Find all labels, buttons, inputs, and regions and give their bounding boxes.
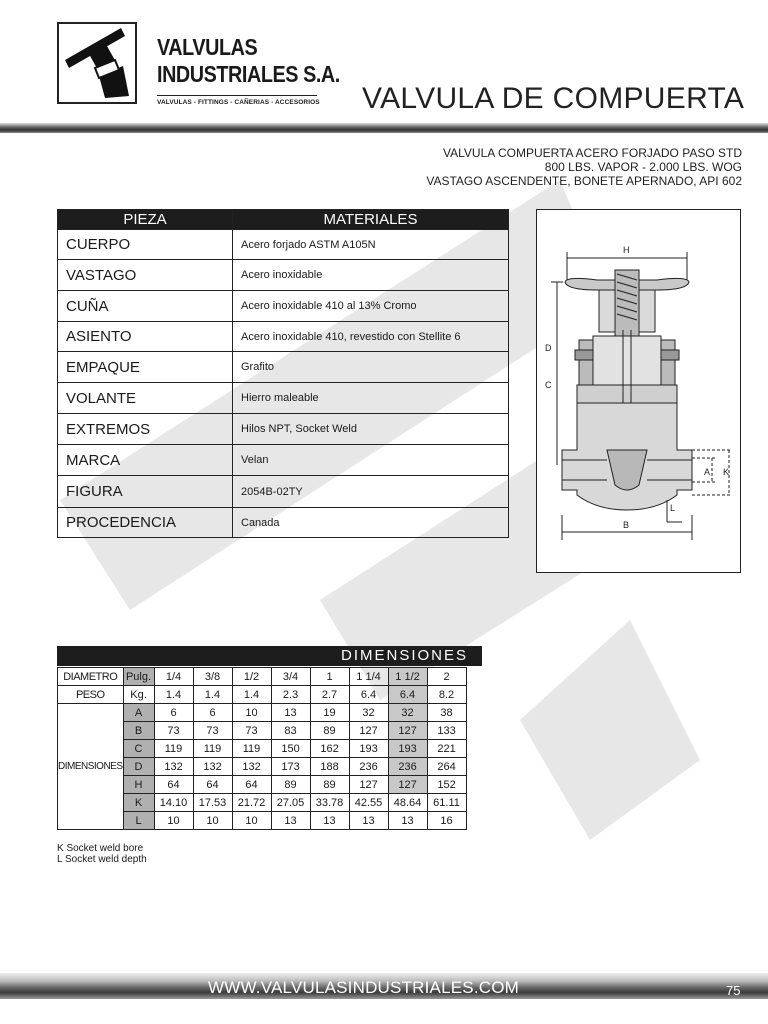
dimension-cell: 64	[232, 776, 271, 794]
dimension-row	[58, 704, 467, 722]
dimension-cell: 13	[310, 812, 349, 830]
dimension-cell: 152	[427, 776, 466, 794]
dimension-cell: 73	[193, 722, 232, 740]
dimension-cell: 33.78	[310, 794, 349, 812]
notes	[57, 843, 147, 865]
dimension-key: C	[123, 740, 154, 758]
header-bar	[0, 123, 768, 133]
note-line: L Socket weld depth	[57, 854, 147, 865]
diametro-unit: Pulg.	[123, 668, 154, 686]
dim-label-k: K	[723, 467, 730, 477]
piece-name: CUÑA	[58, 291, 233, 322]
dimension-cell: 188	[310, 758, 349, 776]
dimensions-label: DIMENSIONES	[58, 704, 124, 830]
dimension-cell: 10	[232, 704, 271, 722]
weight-cell: 2.3	[271, 686, 310, 704]
dimension-cell: 127	[349, 722, 388, 740]
material-value: Velan	[233, 445, 509, 476]
dimension-cell: 10	[154, 812, 193, 830]
weight-cell: 1.4	[154, 686, 193, 704]
material-row	[58, 508, 509, 538]
dimension-key: K	[123, 794, 154, 812]
weight-cell: 6.4	[388, 686, 427, 704]
weight-cell: 2.7	[310, 686, 349, 704]
dimension-cell: 173	[271, 758, 310, 776]
dimension-cell: 13	[271, 704, 310, 722]
dim-label-b: B	[623, 520, 630, 530]
header-materiales: MATERIALES	[233, 210, 509, 230]
piece-name: EMPAQUE	[58, 352, 233, 383]
dimension-cell: 73	[232, 722, 271, 740]
dimension-cell: 119	[232, 740, 271, 758]
dimension-cell: 13	[349, 812, 388, 830]
dimension-key: H	[123, 776, 154, 794]
dim-label-h: H	[623, 245, 630, 255]
size-cell: 2	[427, 668, 466, 686]
material-row	[58, 414, 509, 445]
size-cell: 1 1/2	[388, 668, 427, 686]
material-row	[58, 445, 509, 476]
page-title: VALVULA DE COMPUERTA	[362, 82, 745, 115]
dimension-cell: 73	[154, 722, 193, 740]
materials-table	[57, 209, 509, 538]
peso-row	[58, 686, 467, 704]
dimension-cell: 193	[349, 740, 388, 758]
website-link[interactable]: WWW.VALVULASINDUSTRIALES.COM	[208, 978, 520, 997]
company-logo	[57, 22, 137, 104]
brand-tagline: VALVULAS - FITTINGS - CAÑERIAS - ACCESORIOS	[157, 99, 320, 106]
dimension-cell: 64	[193, 776, 232, 794]
dimension-cell: 133	[427, 722, 466, 740]
dimension-cell: 127	[388, 776, 427, 794]
material-value: Grafito	[233, 352, 509, 383]
size-cell: 1/2	[232, 668, 271, 686]
size-cell: 3/4	[271, 668, 310, 686]
dimension-cell: 89	[310, 776, 349, 794]
dimension-cell: 13	[388, 812, 427, 830]
peso-label: PESO	[58, 686, 124, 704]
material-row	[58, 260, 509, 291]
dimensions-header	[57, 646, 482, 666]
dimension-cell: 6	[154, 704, 193, 722]
piece-name: VOLANTE	[58, 383, 233, 414]
dimension-cell: 127	[349, 776, 388, 794]
weight-cell: 8.2	[427, 686, 466, 704]
piece-name: CUERPO	[58, 230, 233, 260]
dimension-key: D	[123, 758, 154, 776]
material-value: Hilos NPT, Socket Weld	[233, 414, 509, 445]
dimension-cell: 61.11	[427, 794, 466, 812]
piece-name: EXTREMOS	[58, 414, 233, 445]
material-value: Acero forjado ASTM A105N	[233, 230, 509, 260]
piece-name: FIGURA	[58, 476, 233, 508]
dimension-cell: 83	[271, 722, 310, 740]
material-row	[58, 383, 509, 414]
dimension-cell: 32	[388, 704, 427, 722]
material-row	[58, 230, 509, 260]
dim-label-d: D	[545, 343, 552, 353]
dim-label-c: C	[545, 380, 552, 390]
dim-label-l: L	[670, 503, 676, 513]
dimension-cell: 14.10	[154, 794, 193, 812]
dimension-cell: 132	[154, 758, 193, 776]
dimension-cell: 132	[232, 758, 271, 776]
dimension-cell: 119	[154, 740, 193, 758]
dimension-key: B	[123, 722, 154, 740]
piece-name: MARCA	[58, 445, 233, 476]
dimension-cell: 127	[388, 722, 427, 740]
dimension-cell: 236	[388, 758, 427, 776]
valve-drawing	[536, 209, 741, 573]
subtitle-line: 800 LBS. VAPOR - 2.000 LBS. WOG	[544, 160, 742, 174]
material-row	[58, 322, 509, 352]
dimension-cell: 21.72	[232, 794, 271, 812]
dimensions-title: DIMENSIONES	[340, 647, 468, 664]
size-cell: 1	[310, 668, 349, 686]
material-row	[58, 291, 509, 322]
dimension-cell: 119	[193, 740, 232, 758]
material-value: Hierro maleable	[233, 383, 509, 414]
material-value: Acero inoxidable 410 al 13% Cromo	[233, 291, 509, 322]
dimension-cell: 89	[310, 722, 349, 740]
diametro-row	[58, 668, 467, 686]
dimension-cell: 10	[232, 812, 271, 830]
dimension-cell: 162	[310, 740, 349, 758]
brand-name-line2: INDUSTRIALES S.A.	[157, 61, 340, 87]
dimensions-table	[57, 667, 467, 830]
dimension-cell: 236	[349, 758, 388, 776]
page-number: 75	[726, 983, 741, 998]
note-line: K Socket weld bore	[57, 843, 144, 854]
dimension-cell: 38	[427, 704, 466, 722]
material-value: Acero inoxidable 410, revestido con Stellite 6	[233, 322, 509, 352]
dimension-cell: 264	[427, 758, 466, 776]
product-subtitle	[426, 146, 742, 188]
dimension-cell: 27.05	[271, 794, 310, 812]
size-cell: 3/8	[193, 668, 232, 686]
header-pieza: PIEZA	[58, 210, 233, 230]
subtitle-line: VALVULA COMPUERTA ACERO FORJADO PASO STD	[443, 146, 742, 160]
weight-cell: 1.4	[232, 686, 271, 704]
brand-name-line1: VALVULAS	[157, 34, 258, 60]
weight-cell: 1.4	[193, 686, 232, 704]
piece-name: ASIENTO	[58, 322, 233, 352]
dimension-cell: 10	[193, 812, 232, 830]
peso-unit: Kg.	[123, 686, 154, 704]
material-row	[58, 476, 509, 508]
dimension-cell: 6	[193, 704, 232, 722]
dimension-cell: 132	[193, 758, 232, 776]
brand-divider	[157, 95, 317, 96]
piece-name: PROCEDENCIA	[58, 508, 233, 538]
diametro-label: DIAMETRO	[58, 668, 124, 686]
dimension-cell: 48.64	[388, 794, 427, 812]
weight-cell: 6.4	[349, 686, 388, 704]
material-value: 2054B-02TY	[233, 476, 509, 508]
dim-label-a: A	[704, 467, 711, 477]
dimension-cell: 19	[310, 704, 349, 722]
dimension-key: L	[123, 812, 154, 830]
size-cell: 1/4	[154, 668, 193, 686]
dimension-key: A	[123, 704, 154, 722]
dimension-cell: 221	[427, 740, 466, 758]
dimension-cell: 64	[154, 776, 193, 794]
piece-name: VASTAGO	[58, 260, 233, 291]
dimension-cell: 89	[271, 776, 310, 794]
subtitle-line: VASTAGO ASCENDENTE, BONETE APERNADO, API 602	[426, 174, 742, 188]
dimension-cell: 150	[271, 740, 310, 758]
dimension-cell: 193	[388, 740, 427, 758]
material-value: Acero inoxidable	[233, 260, 509, 291]
material-value: Canada	[233, 508, 509, 538]
dimension-cell: 32	[349, 704, 388, 722]
size-cell: 1 1/4	[349, 668, 388, 686]
dimension-cell: 13	[271, 812, 310, 830]
dimension-cell: 17.53	[193, 794, 232, 812]
dimension-cell: 16	[427, 812, 466, 830]
material-row	[58, 352, 509, 383]
dimension-cell: 42.55	[349, 794, 388, 812]
